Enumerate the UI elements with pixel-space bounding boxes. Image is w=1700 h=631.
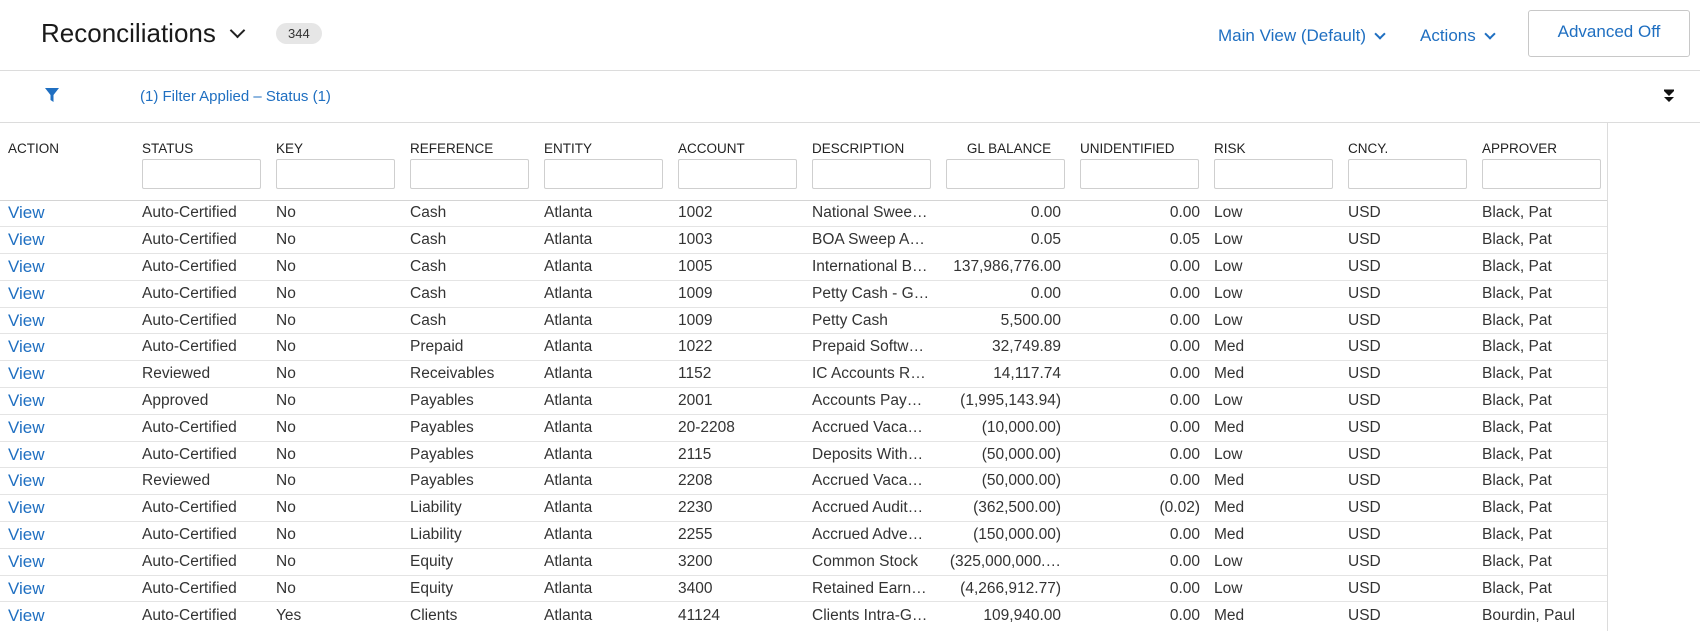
entity-cell: Atlanta — [544, 391, 593, 409]
key-filter-cell — [268, 156, 402, 200]
entity-cell: Atlanta — [544, 284, 593, 302]
gl-balance-cell: 0.00 — [1030, 284, 1061, 302]
account-cell: 41124 — [678, 606, 720, 624]
risk-cell: Low — [1214, 579, 1243, 597]
account-cell: 3400 — [678, 579, 713, 597]
currency-cell: USD — [1348, 391, 1381, 409]
action-cell — [0, 361, 134, 388]
approver-cell: Black, Pat — [1482, 257, 1552, 275]
key-cell: No — [276, 552, 296, 570]
description-cell: Deposits With… — [812, 445, 924, 463]
key-filter-input[interactable] — [276, 159, 395, 189]
key-cell: No — [276, 472, 296, 490]
status-cell: Auto-Certified — [142, 257, 237, 275]
status-cell: Reviewed — [142, 472, 211, 490]
key-cell: Yes — [276, 606, 302, 624]
currency-cell: USD — [1348, 499, 1381, 517]
view-selector-label: Main View (Default) — [1218, 26, 1367, 45]
description-filter-cell — [804, 156, 938, 200]
description-cell: Retained Earn… — [812, 579, 927, 597]
status-filter-cell — [134, 156, 268, 200]
account-cell: 2115 — [678, 445, 712, 463]
reference-cell: Cash — [410, 231, 447, 249]
gl-balance-cell: (50,000.00) — [981, 472, 1061, 490]
table-row[interactable] — [0, 495, 1608, 522]
page-title: Reconciliations — [41, 18, 216, 48]
view-link[interactable]: View — [8, 310, 45, 330]
filter-icon[interactable] — [44, 87, 60, 103]
approver-cell: Bourdin, Paul — [1482, 606, 1576, 624]
entity-cell: Atlanta — [544, 311, 593, 329]
header-row — [0, 123, 1608, 156]
key-cell: No — [276, 391, 296, 409]
action-cell — [0, 307, 134, 334]
description-cell: International B… — [812, 257, 928, 275]
record-count-badge: 344 — [276, 23, 322, 44]
reference-cell: Payables — [410, 472, 474, 490]
entity-cell: Atlanta — [544, 525, 593, 543]
approver-cell: Black, Pat — [1482, 579, 1552, 597]
reference-cell: Equity — [410, 579, 454, 597]
unidentified-cell: 0.00 — [1169, 472, 1200, 490]
status-cell: Auto-Certified — [142, 284, 237, 302]
column-header-cncy[interactable]: CNCY. — [1348, 141, 1389, 156]
gl-balance-cell: (1,995,143.94) — [960, 391, 1061, 409]
column-header-entity[interactable]: ENTITY — [544, 141, 593, 156]
action-cell — [0, 254, 134, 281]
risk-cell: Med — [1214, 499, 1245, 517]
approver-cell: Black, Pat — [1482, 472, 1552, 490]
table-row[interactable] — [0, 548, 1608, 575]
action-cell — [0, 334, 134, 361]
applied-filter-link[interactable]: (1) Filter Applied – Status (1) — [140, 88, 331, 105]
status-cell: Auto-Certified — [142, 231, 237, 249]
action-cell — [0, 575, 134, 602]
account-cell: 2001 — [678, 391, 713, 409]
actions-menu[interactable] — [1420, 26, 1494, 46]
currency-cell: USD — [1348, 204, 1381, 222]
unidentified-cell: 0.00 — [1169, 284, 1200, 302]
account-cell: 1152 — [678, 365, 712, 383]
account-cell: 1005 — [678, 257, 713, 275]
description-cell: Prepaid Softw… — [812, 338, 924, 356]
view-link[interactable]: View — [8, 498, 45, 518]
risk-cell: Low — [1214, 311, 1243, 329]
column-filter-row — [0, 156, 1608, 200]
gl-balance-cell: (362,500.00) — [973, 499, 1061, 517]
key-cell: No — [276, 311, 296, 329]
page-title-dropdown[interactable] — [41, 18, 243, 49]
reference-cell: Payables — [410, 418, 474, 436]
unidentified-cell: 0.00 — [1169, 391, 1200, 409]
view-link[interactable]: View — [8, 203, 45, 223]
key-cell: No — [276, 257, 296, 275]
description-cell: Accrued Vaca… — [812, 418, 923, 436]
gl-balance-cell: 137,986,776.00 — [953, 257, 1061, 275]
account-cell: 3200 — [678, 552, 713, 570]
gl-balance-cell: 5,500.00 — [1000, 311, 1061, 329]
gl-balance-filter-cell — [938, 156, 1072, 200]
table-row[interactable] — [0, 227, 1608, 254]
risk-cell: Low — [1214, 552, 1243, 570]
risk-cell: Med — [1214, 365, 1245, 383]
filter-bar — [0, 71, 1700, 123]
risk-cell: Low — [1214, 231, 1243, 249]
description-cell: Accrued Adve… — [812, 525, 924, 543]
unidentified-filter-input[interactable] — [1080, 159, 1199, 189]
entity-filter-input[interactable] — [544, 159, 663, 189]
risk-cell: Low — [1214, 257, 1243, 275]
description-cell: Petty Cash — [812, 311, 888, 329]
action-cell — [0, 602, 134, 629]
view-selector[interactable] — [1218, 26, 1384, 46]
status-cell: Auto-Certified — [142, 418, 237, 436]
currency-cell: USD — [1348, 579, 1381, 597]
risk-cell: Low — [1214, 445, 1243, 463]
currency-cell: USD — [1348, 257, 1381, 275]
table-body — [0, 200, 1608, 629]
reconciliations-table — [0, 123, 1608, 629]
approver-cell: Black, Pat — [1482, 552, 1552, 570]
reference-cell: Cash — [410, 311, 447, 329]
account-cell: 1002 — [678, 204, 713, 222]
approver-cell: Black, Pat — [1482, 204, 1552, 222]
top-bar — [0, 0, 1700, 71]
key-cell: No — [276, 365, 296, 383]
description-cell: Accrued Audit… — [812, 499, 924, 517]
approver-cell: Black, Pat — [1482, 391, 1552, 409]
unidentified-cell: 0.00 — [1169, 257, 1200, 275]
approver-cell: Black, Pat — [1482, 311, 1552, 329]
reference-cell: Payables — [410, 445, 474, 463]
gl-balance-cell: 14,117.74 — [993, 365, 1061, 383]
table-row[interactable] — [0, 468, 1608, 495]
account-cell: 20-2208 — [678, 418, 735, 436]
description-cell: Accrued Vaca… — [812, 472, 923, 490]
view-link[interactable]: View — [8, 230, 45, 250]
approver-filter-input[interactable] — [1482, 159, 1601, 189]
reference-cell: Liability — [410, 525, 462, 543]
action-cell — [0, 468, 134, 495]
gl-balance-cell: (4,266,912.77) — [960, 579, 1061, 597]
column-header-key[interactable]: KEY — [276, 141, 304, 156]
collapse-icon[interactable] — [1662, 89, 1676, 103]
actions-menu-label: Actions — [1420, 26, 1476, 45]
reference-cell: Receivables — [410, 365, 495, 383]
currency-cell: USD — [1348, 311, 1381, 329]
gl-balance-cell: 0.05 — [1030, 231, 1061, 249]
account-filter-cell — [670, 156, 804, 200]
risk-cell: Med — [1214, 472, 1245, 490]
currency-cell: USD — [1348, 552, 1381, 570]
description-cell: National Swee… — [812, 204, 928, 222]
unidentified-cell: 0.00 — [1169, 445, 1200, 463]
action-cell — [0, 388, 134, 415]
view-link[interactable]: View — [8, 417, 45, 437]
account-cell: 2208 — [678, 472, 713, 490]
entity-cell: Atlanta — [544, 606, 593, 624]
account-filter-input[interactable] — [678, 159, 797, 189]
action-filter-cell — [0, 156, 134, 200]
table-row[interactable] — [0, 414, 1608, 441]
unidentified-filter-cell — [1072, 156, 1206, 200]
key-cell: No — [276, 338, 296, 356]
unidentified-cell: 0.00 — [1169, 204, 1200, 222]
gl-balance-cell: (10,000.00) — [981, 418, 1061, 436]
action-cell — [0, 495, 134, 522]
gl-balance-cell: 109,940.00 — [983, 606, 1061, 624]
risk-filter-input[interactable] — [1214, 159, 1333, 189]
table-row[interactable] — [0, 200, 1608, 227]
chevron-down-icon — [1484, 28, 1495, 39]
status-cell: Approved — [142, 391, 209, 409]
unidentified-cell: 0.00 — [1169, 418, 1200, 436]
view-link[interactable]: View — [8, 578, 45, 598]
currency-cell: USD — [1348, 525, 1381, 543]
key-cell: No — [276, 445, 296, 463]
table-row[interactable] — [0, 441, 1608, 468]
unidentified-cell: 0.00 — [1169, 311, 1200, 329]
column-header-risk[interactable]: RISK — [1214, 141, 1246, 156]
entity-cell: Atlanta — [544, 338, 593, 356]
view-link[interactable]: View — [8, 524, 45, 544]
entity-cell: Atlanta — [544, 552, 593, 570]
risk-filter-cell — [1206, 156, 1340, 200]
key-cell: No — [276, 418, 296, 436]
status-cell: Auto-Certified — [142, 552, 237, 570]
description-cell: Clients Intra-G… — [812, 606, 928, 624]
unidentified-cell: 0.00 — [1169, 579, 1200, 597]
table-row[interactable] — [0, 280, 1608, 307]
account-cell: 2255 — [678, 525, 713, 543]
table-row[interactable] — [0, 388, 1608, 415]
key-cell: No — [276, 525, 296, 543]
entity-cell: Atlanta — [544, 579, 593, 597]
entity-filter-cell — [536, 156, 670, 200]
action-cell — [0, 227, 134, 254]
table-row[interactable] — [0, 575, 1608, 602]
approver-cell: Black, Pat — [1482, 284, 1552, 302]
entity-cell: Atlanta — [544, 231, 593, 249]
gl-balance-cell: 32,749.89 — [992, 338, 1061, 356]
table-row[interactable] — [0, 254, 1608, 281]
risk-cell: Med — [1214, 338, 1245, 356]
reference-cell: Prepaid — [410, 338, 464, 356]
column-header-approver[interactable]: APPROVER — [1482, 141, 1558, 156]
description-cell: BOA Sweep A… — [812, 231, 925, 249]
description-filter-input[interactable] — [812, 159, 931, 189]
status-cell: Reviewed — [142, 365, 211, 383]
risk-cell: Med — [1214, 525, 1245, 543]
account-cell: 1003 — [678, 231, 713, 249]
table-row[interactable] — [0, 334, 1608, 361]
entity-cell: Atlanta — [544, 257, 593, 275]
cncy-filter-cell — [1340, 156, 1474, 200]
description-cell: Common Stock — [812, 552, 918, 570]
reference-filter-cell — [402, 156, 536, 200]
advanced-toggle-button[interactable]: Advanced Off — [1528, 10, 1690, 57]
column-header-account[interactable]: ACCOUNT — [678, 141, 745, 156]
chevron-down-icon — [230, 23, 246, 39]
status-cell: Auto-Certified — [142, 579, 237, 597]
reference-cell: Liability — [410, 499, 462, 517]
currency-cell: USD — [1348, 472, 1381, 490]
cncy-filter-input[interactable] — [1348, 159, 1467, 189]
table-row[interactable] — [0, 307, 1608, 334]
key-cell: No — [276, 499, 296, 517]
action-cell — [0, 522, 134, 549]
view-link[interactable]: View — [8, 551, 45, 571]
chevron-down-icon — [1374, 28, 1385, 39]
view-link[interactable]: View — [8, 444, 45, 464]
entity-cell: Atlanta — [544, 472, 593, 490]
table-row[interactable] — [0, 361, 1608, 388]
column-header-reference[interactable]: REFERENCE — [410, 141, 494, 156]
entity-cell: Atlanta — [544, 365, 593, 383]
approver-cell: Black, Pat — [1482, 338, 1552, 356]
column-header-description[interactable]: DESCRIPTION — [812, 141, 905, 156]
status-cell: Auto-Certified — [142, 338, 237, 356]
risk-cell: Low — [1214, 391, 1243, 409]
approver-cell: Black, Pat — [1482, 365, 1552, 383]
risk-cell: Low — [1214, 284, 1243, 302]
action-cell — [0, 414, 134, 441]
approver-cell: Black, Pat — [1482, 525, 1552, 543]
currency-cell: USD — [1348, 445, 1381, 463]
status-cell: Auto-Certified — [142, 606, 237, 624]
view-link[interactable]: View — [8, 390, 45, 410]
currency-cell: USD — [1348, 418, 1381, 436]
gl-balance-cell: (50,000.00) — [981, 445, 1061, 463]
currency-cell: USD — [1348, 365, 1381, 383]
view-link[interactable]: View — [8, 256, 45, 276]
key-cell: No — [276, 204, 296, 222]
reference-cell: Equity — [410, 552, 454, 570]
status-cell: Auto-Certified — [142, 311, 237, 329]
unidentified-cell: 0.00 — [1169, 525, 1200, 543]
gl-balance-filter-input[interactable] — [946, 159, 1065, 189]
reference-cell: Cash — [410, 284, 447, 302]
view-link[interactable]: View — [8, 337, 45, 357]
approver-cell: Black, Pat — [1482, 418, 1552, 436]
approver-cell: Black, Pat — [1482, 445, 1552, 463]
gl-balance-cell: (325,000,000.… — [949, 552, 1061, 570]
view-link[interactable]: View — [8, 364, 45, 384]
approver-filter-cell — [1474, 156, 1608, 200]
action-cell — [0, 280, 134, 307]
entity-cell: Atlanta — [544, 499, 593, 517]
status-cell: Auto-Certified — [142, 499, 237, 517]
key-cell: No — [276, 579, 296, 597]
currency-cell: USD — [1348, 606, 1381, 624]
table-row[interactable] — [0, 602, 1608, 629]
status-cell: Auto-Certified — [142, 204, 237, 222]
view-link[interactable]: View — [8, 283, 45, 303]
gl-balance-cell: (150,000.00) — [973, 525, 1061, 543]
reference-cell: Cash — [410, 257, 447, 275]
unidentified-cell: 0.00 — [1169, 606, 1200, 624]
unidentified-cell: 0.05 — [1169, 231, 1200, 249]
currency-cell: USD — [1348, 338, 1381, 356]
status-filter-input[interactable] — [142, 159, 261, 189]
currency-cell: USD — [1348, 284, 1381, 302]
unidentified-cell: (0.02) — [1159, 499, 1200, 517]
action-cell — [0, 200, 134, 227]
table-row[interactable] — [0, 522, 1608, 549]
unidentified-cell: 0.00 — [1169, 552, 1200, 570]
column-header-action[interactable]: ACTION — [8, 141, 60, 156]
reconciliations-grid — [0, 123, 1608, 631]
reference-cell: Cash — [410, 204, 447, 222]
description-cell: IC Accounts R… — [812, 365, 926, 383]
entity-cell: Atlanta — [544, 418, 593, 436]
reference-cell: Clients — [410, 606, 458, 624]
action-cell — [0, 441, 134, 468]
entity-cell: Atlanta — [544, 445, 593, 463]
currency-cell: USD — [1348, 231, 1381, 249]
risk-cell: Med — [1214, 418, 1245, 436]
gl-balance-cell: 0.00 — [1030, 204, 1061, 222]
view-link[interactable]: View — [8, 471, 45, 491]
risk-cell: Med — [1214, 606, 1245, 624]
unidentified-cell: 0.00 — [1169, 365, 1200, 383]
approver-cell: Black, Pat — [1482, 231, 1552, 249]
unidentified-cell: 0.00 — [1169, 338, 1200, 356]
view-link[interactable]: View — [8, 605, 45, 625]
status-cell: Auto-Certified — [142, 525, 237, 543]
risk-cell: Low — [1214, 204, 1243, 222]
column-header-status[interactable]: STATUS — [142, 141, 194, 156]
key-cell: No — [276, 231, 296, 249]
entity-cell: Atlanta — [544, 204, 593, 222]
description-cell: Accounts Pay… — [812, 391, 923, 409]
status-cell: Auto-Certified — [142, 445, 237, 463]
account-cell: 2230 — [678, 499, 713, 517]
reference-cell: Payables — [410, 391, 474, 409]
description-cell: Petty Cash - G… — [812, 284, 930, 302]
account-cell: 1009 — [678, 311, 713, 329]
column-header-gl-balance[interactable]: GL BALANCE — [966, 141, 1052, 156]
account-cell: 1009 — [678, 284, 713, 302]
action-cell — [0, 548, 134, 575]
account-cell: 1022 — [678, 338, 713, 356]
reference-filter-input[interactable] — [410, 159, 529, 189]
key-cell: No — [276, 284, 296, 302]
column-header-unidentified[interactable]: UNIDENTIFIED — [1080, 141, 1175, 156]
approver-cell: Black, Pat — [1482, 499, 1552, 517]
